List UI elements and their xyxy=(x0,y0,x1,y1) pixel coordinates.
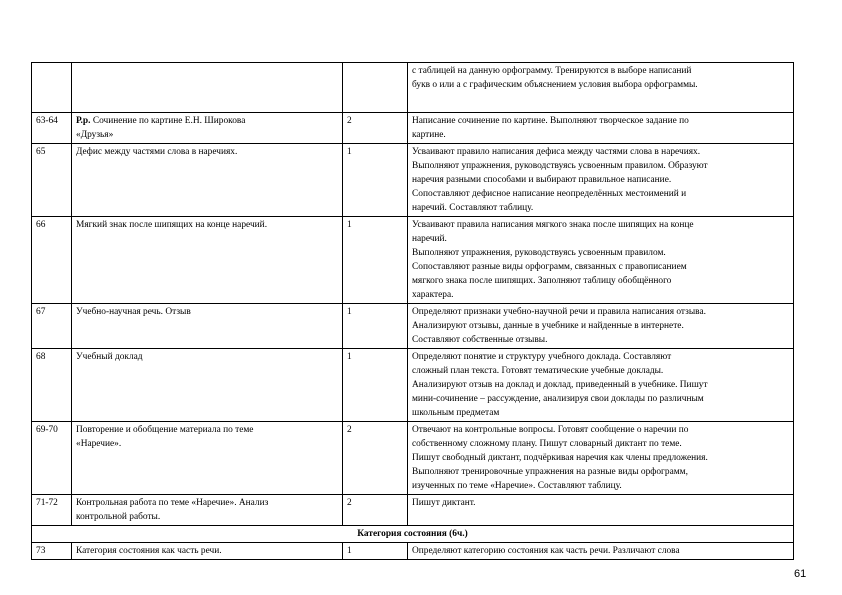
lesson-number: 69-70 xyxy=(32,422,72,495)
table-row xyxy=(32,217,794,304)
lesson-activity: Написание сочинение по картине. Выполняют творческое задание по картине. xyxy=(408,113,794,144)
lesson-hours: 2 xyxy=(343,422,408,495)
lesson-activity: Отвечают на контрольные вопросы. Готовят сообщение о наречии по собственному сложному плану. Пишут словарный диктант по теме. Пишут свободный диктант, подчёркивая наречия как члены предложения. Выполняют тренировочные упражнения на разные виды орфограмм, изученных по теме «Наречие». Составляют таблицу. xyxy=(408,422,794,495)
table-row xyxy=(32,495,794,526)
lesson-number: 65 xyxy=(32,144,72,217)
table-row xyxy=(32,349,794,422)
lesson-number: 68 xyxy=(32,349,72,422)
lesson-topic: Категория состояния как часть речи. xyxy=(72,543,343,560)
lesson-plan-table xyxy=(31,62,794,560)
lesson-hours xyxy=(343,63,408,113)
lesson-number: 63-64 xyxy=(32,113,72,144)
lesson-number: 67 xyxy=(32,304,72,349)
section-title: Категория состояния (6ч.) xyxy=(32,526,794,543)
lesson-topic: Дефис между частями слова в наречиях. xyxy=(72,144,343,217)
lesson-topic: Учебно-научная речь. Отзыв xyxy=(72,304,343,349)
page-number: 61 xyxy=(794,568,807,580)
lesson-activity: Пишут диктант. xyxy=(408,495,794,526)
table-row xyxy=(32,304,794,349)
lesson-activity: с таблицей на данную орфограмму. Тренируются в выборе написаний букв о или а с графическим объяснением условия выбора орфограммы. xyxy=(408,63,794,113)
lesson-hours: 2 xyxy=(343,495,408,526)
lesson-topic: Контрольная работа по теме «Наречие». Анализ контрольной работы. xyxy=(72,495,343,526)
lesson-hours: 1 xyxy=(343,543,408,560)
lesson-number: 73 xyxy=(32,543,72,560)
lesson-activity: Усваивают правило написания дефиса между частями слова в наречиях. Выполняют упражнения, руководствуясь усвоенным правилом. Образуют наречия разными способами и выбирают правильное написание. Сопоставляют дефисное написание неопределённых местоимений и наречий. Составляют таблицу. xyxy=(408,144,794,217)
table-row xyxy=(32,543,794,560)
lesson-topic: Повторение и обобщение материала по теме «Наречие». xyxy=(72,422,343,495)
lesson-hours: 2 xyxy=(343,113,408,144)
lesson-number: 66 xyxy=(32,217,72,304)
lesson-number xyxy=(32,63,72,113)
lesson-hours: 1 xyxy=(343,217,408,304)
lesson-topic-text: Сочинение по картине Е.Н. Широкова «Друзья» xyxy=(76,116,246,140)
table-row xyxy=(32,63,794,113)
lesson-topic: Учебный доклад xyxy=(72,349,343,422)
lesson-number: 71-72 xyxy=(32,495,72,526)
lesson-topic xyxy=(72,113,343,144)
lesson-activity: Определяют категорию состояния как часть речи. Различают слова xyxy=(408,543,794,560)
lesson-activity: Усваивают правила написания мягкого знака после шипящих на конце наречий. Выполняют упражнения, руководствуясь усвоенным правилом. Сопоставляют разные виды орфограмм, связанных с правописанием мягкого знака после шипящих. Заполняют таблицу обобщённого характера. xyxy=(408,217,794,304)
table-row xyxy=(32,113,794,144)
lesson-topic xyxy=(72,63,343,113)
lesson-hours: 1 xyxy=(343,304,408,349)
speech-development-marker: Р.р. xyxy=(76,116,91,126)
lesson-topic: Мягкий знак после шипящих на конце наречий. xyxy=(72,217,343,304)
lesson-activity: Определяют признаки учебно-научной речи и правила написания отзыва. Анализируют отзывы, данные в учебнике и найденные в интернете. Составляют собственные отзывы. xyxy=(408,304,794,349)
table-row xyxy=(32,144,794,217)
lesson-activity: Определяют понятие и структуру учебного доклада. Составляют сложный план текста. Готовят тематические учебные доклады. Анализируют отзыв на доклад и доклад, приведенный в учебнике. Пишут мини-сочинение – рассуждение, анализируя свои доклады по различным школьным предметам xyxy=(408,349,794,422)
section-header-row xyxy=(32,526,794,543)
lesson-hours: 1 xyxy=(343,144,408,217)
lesson-hours: 1 xyxy=(343,349,408,422)
table-row xyxy=(32,422,794,495)
